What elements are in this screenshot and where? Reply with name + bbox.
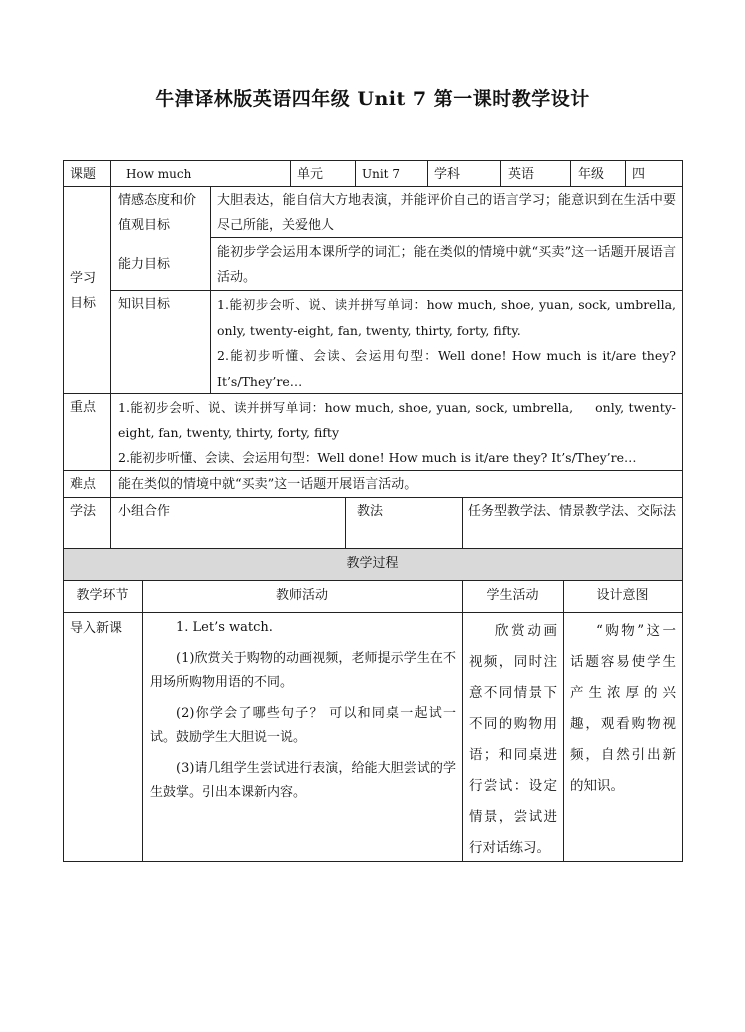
key-points-content xyxy=(118,395,676,470)
teacher-step-2: (1)欣赏关于购物的动画视频，老师提示学生在不用场所购物用语的不同。 xyxy=(150,651,456,690)
objective-ability-name: 能力目标 xyxy=(118,257,171,272)
teaching-method-value: 任务型教学法、情景教学法、交际法 xyxy=(468,504,677,519)
table-line xyxy=(210,186,211,393)
subject-label: 学科 xyxy=(434,167,461,182)
topic-label: 课题 xyxy=(70,167,97,182)
difficulties-content: 能在类似的情境中就“买卖”这一话题开展语言活动。 xyxy=(118,477,418,492)
objective-knowledge-line-2: 2.能初步听懂、会读、会运用句型：Well done! How much is it/are they? It’s/They’re… xyxy=(217,348,676,389)
document-title: 牛津译林版英语四年级 Unit 7 第一课时教学设计 xyxy=(155,88,590,110)
student-activity: 欣赏动画视频，同时注意不同情景下不同的购物用语；和同桌进行尝试：设定情景，尝试进行对话练习。 xyxy=(469,623,557,856)
table-line xyxy=(110,290,683,291)
subject-value: 英语 xyxy=(508,167,535,182)
objective-ability-content: 能初步学会运用本课所学的词汇；能在类似的情境中就“买卖”这一话题开展语言活动。 xyxy=(217,245,676,285)
teaching-method-label: 教法 xyxy=(357,504,384,519)
teacher-step-1: 1. Let’s watch. xyxy=(176,620,273,635)
teacher-step-3: (2)你学会了哪些句子？ 可以和同桌一起试一试。鼓励学生大胆说一说。 xyxy=(150,706,456,745)
objective-affective-content: 大胆表达，能自信大方地表演，并能评价自己的语言学习；能意识到在生活中要尽己所能，关爱他人 xyxy=(217,193,676,233)
table-border-right xyxy=(682,160,683,862)
table-line xyxy=(570,160,571,186)
table-line xyxy=(355,160,356,186)
table-line xyxy=(290,160,291,186)
objective-knowledge-content xyxy=(217,292,676,394)
key-points-line-1: 1.能初步会听、说、读并拼写单词：how much, shoe, yuan, sock, umbrella, only, twenty-eight, fan, twenty, thirty, forty, fifty xyxy=(118,400,676,440)
table-line xyxy=(563,580,564,862)
table-border-top xyxy=(63,160,683,161)
grade-value: 四 xyxy=(632,167,646,182)
objective-affective-name: 情感态度和价值观目标 xyxy=(118,193,197,233)
table-line xyxy=(427,160,428,186)
table-line xyxy=(142,580,143,862)
objective-knowledge-line-1: 1.能初步会听、说、读并拼写单词：how much, shoe, yuan, sock, umbrella, only, twenty-eight, fan, twenty, thirty, forty, fifty. xyxy=(217,297,676,338)
learning-method-value: 小组合作 xyxy=(118,504,171,519)
table-line xyxy=(462,580,463,862)
objectives-label-line2: 目标 xyxy=(70,296,97,311)
table-line xyxy=(345,497,346,548)
header-intent: 设计意图 xyxy=(596,588,649,603)
table-border-bottom xyxy=(63,861,683,862)
table-border-left xyxy=(63,160,64,862)
teacher-step-4: (3)请几组学生尝试进行表演，给能大胆尝试的学生鼓掌。引出本课新内容。 xyxy=(150,761,456,800)
teacher-activity xyxy=(150,616,456,812)
design-intent: “购物”这一话题容易使学生产生浓厚的兴趣，观看购物视频，自然引出新的知识。 xyxy=(570,623,676,794)
learning-method-label: 学法 xyxy=(70,504,97,519)
table-line xyxy=(63,612,683,613)
key-points-line-2: 2.能初步听懂、会读、会运用句型：Well done! How much is it/are they? It’s/They’re… xyxy=(118,450,637,465)
table-line xyxy=(63,548,683,549)
objective-knowledge-name: 知识目标 xyxy=(118,297,171,312)
grade-label: 年级 xyxy=(578,167,605,182)
table-line xyxy=(110,160,111,548)
table-line xyxy=(625,160,626,186)
key-points-label: 重点 xyxy=(70,400,97,415)
table-line xyxy=(462,497,463,548)
header-student: 学生活动 xyxy=(486,588,539,603)
topic-value: How much xyxy=(126,167,192,181)
unit-value: Unit 7 xyxy=(362,167,400,181)
table-line xyxy=(63,470,683,471)
stage-intro: 导入新课 xyxy=(70,621,123,636)
header-teacher: 教师活动 xyxy=(275,588,328,603)
objectives-label-line1: 学习 xyxy=(70,271,97,286)
table-line xyxy=(63,497,683,498)
difficulties-label: 难点 xyxy=(70,477,97,492)
table-line xyxy=(500,160,501,186)
header-stage: 教学环节 xyxy=(76,588,129,603)
table-line xyxy=(63,580,683,581)
process-band-title: 教学过程 xyxy=(346,556,399,571)
objectives-label xyxy=(70,266,108,316)
unit-label: 单元 xyxy=(297,167,324,182)
